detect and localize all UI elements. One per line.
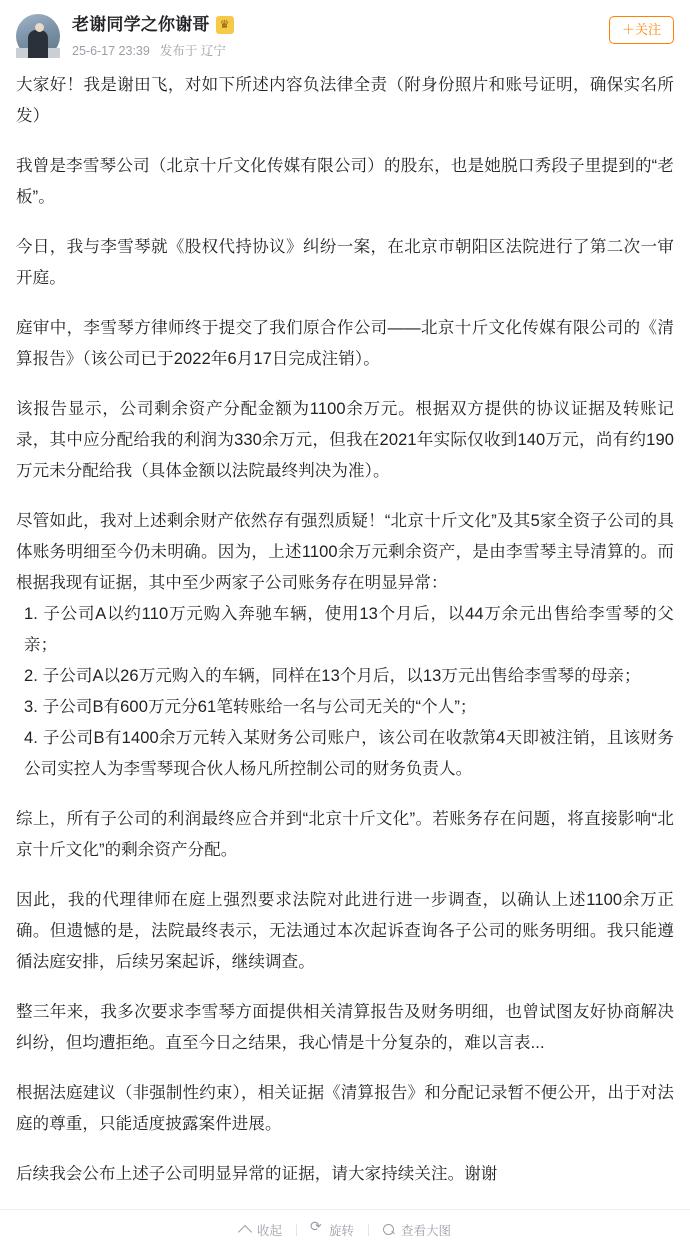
- avatar[interactable]: [16, 14, 60, 58]
- post-paragraph: 庭审中，李雪琴方律师终于提交了我们原合作公司——北京十斤文化传媒有限公司的《清算报告》（该公司已于2022年6月17日完成注销）。: [16, 319, 674, 368]
- crown-icon: ♛: [216, 16, 234, 34]
- post-content: [0, 66, 690, 1209]
- view-large-image-button[interactable]: [369, 1221, 465, 1239]
- post-header: [0, 0, 690, 66]
- rotate-button[interactable]: [297, 1221, 368, 1239]
- collapse-button[interactable]: [225, 1221, 296, 1239]
- post-paragraph: 我曾是李雪琴公司（北京十斤文化传媒有限公司）的股东，也是她脱口秀段子里提到的“老板”。: [16, 157, 674, 206]
- rotate-label: 旋转: [328, 1223, 354, 1238]
- collapse-label: 收起: [256, 1223, 282, 1238]
- list-item: 3. 子公司B有600万元分61笔转账给一名与公司无关的“个人”；: [24, 698, 477, 716]
- evidence-list: [16, 599, 674, 785]
- list-item: 2. 子公司A以26万元购入的车辆，同样在13个月后，以13万元出售给李雪琴的母亲；: [24, 667, 641, 685]
- post-paragraph: 今日，我与李雪琴就《股权代持协议》纠纷一案，在北京市朝阳区法院进行了第二次一审开庭。: [16, 238, 674, 287]
- post-meta: [72, 43, 674, 60]
- list-item: 4. 子公司B有1400余万元转入某财务公司账户，该公司在收款第4天即被注销，且该财务公司实控人为李雪琴现合伙人杨凡所控制公司的财务负责人。: [24, 729, 674, 778]
- post-paragraph: 整三年来，我多次要求李雪琴方面提供相关清算报告及财务明细，也曾试图友好协商解决纠纷，但均遭拒绝。直至今日之结果，我心情是十分复杂的，难以言表...: [16, 1003, 674, 1052]
- follow-button[interactable]: ＋关注: [609, 16, 674, 44]
- zoom-icon: [383, 1223, 396, 1236]
- post-paragraph: 后续我会公布上述子公司明显异常的证据，请大家持续关注。谢谢: [16, 1165, 498, 1183]
- post-paragraph: 根据法庭建议（非强制性约束），相关证据《清算报告》和分配记录暂不便公开，出于对法庭的尊重，只能适度披露案件进展。: [16, 1084, 674, 1133]
- post-timestamp: 25-6-17 23:39: [72, 44, 150, 58]
- post-paragraph: 大家好！我是谢田飞，对如下所述内容负法律全责（附身份照片和账号证明，确保实名所发）: [16, 76, 674, 125]
- author-name-row: [72, 14, 674, 36]
- list-item: 1. 子公司A以约110万元购入奔驰车辆，使用13个月后，以44万余元出售给李雪琴的父亲；: [24, 605, 674, 654]
- post-paragraph: 综上，所有子公司的利润最终应合并到“北京十斤文化”。若账务存在问题，将直接影响“北京十斤文化”的剩余资产分配。: [16, 810, 674, 859]
- view-large-image-label: 查看大图: [401, 1223, 452, 1238]
- post-paragraph: 因此，我的代理律师在庭上强烈要求法院对此进行进一步调查，以确认上述1100余万正确。但遗憾的是，法院最终表示，无法通过本次起诉查询各子公司的账务明细。我只能遵循法庭安排，后续另案起诉，继续调查。: [16, 891, 674, 971]
- post-location: 发布于 辽宁: [159, 44, 226, 58]
- rotate-icon: [311, 1223, 324, 1236]
- author-block: [72, 14, 674, 60]
- avatar-head: [35, 23, 44, 32]
- post-paragraph: 尽管如此，我对上述剩余财产依然存有强烈质疑！“北京十斤文化”及其5家全资子公司的具体账务明细至今仍未明确。因为，上述1100余万元剩余资产，是由李雪琴主导清算的。而根据我现有证据，其中至少两家子公司账务存在明显异常：: [16, 512, 674, 592]
- author-name[interactable]: 老谢同学之你谢哥: [72, 15, 210, 34]
- avatar-body: [28, 30, 48, 58]
- chevron-up-icon: [239, 1223, 252, 1236]
- post-footer-toolbar: [0, 1209, 690, 1249]
- post-paragraph: 该报告显示，公司剩余资产分配金额为1100余万元。根据双方提供的协议证据及转账记录，其中应分配给我的利润为330余万元，但我在2021年实际仅收到140万元，尚有约190万元未分配给我（具体金额以法院最终判决为准）。: [16, 400, 674, 480]
